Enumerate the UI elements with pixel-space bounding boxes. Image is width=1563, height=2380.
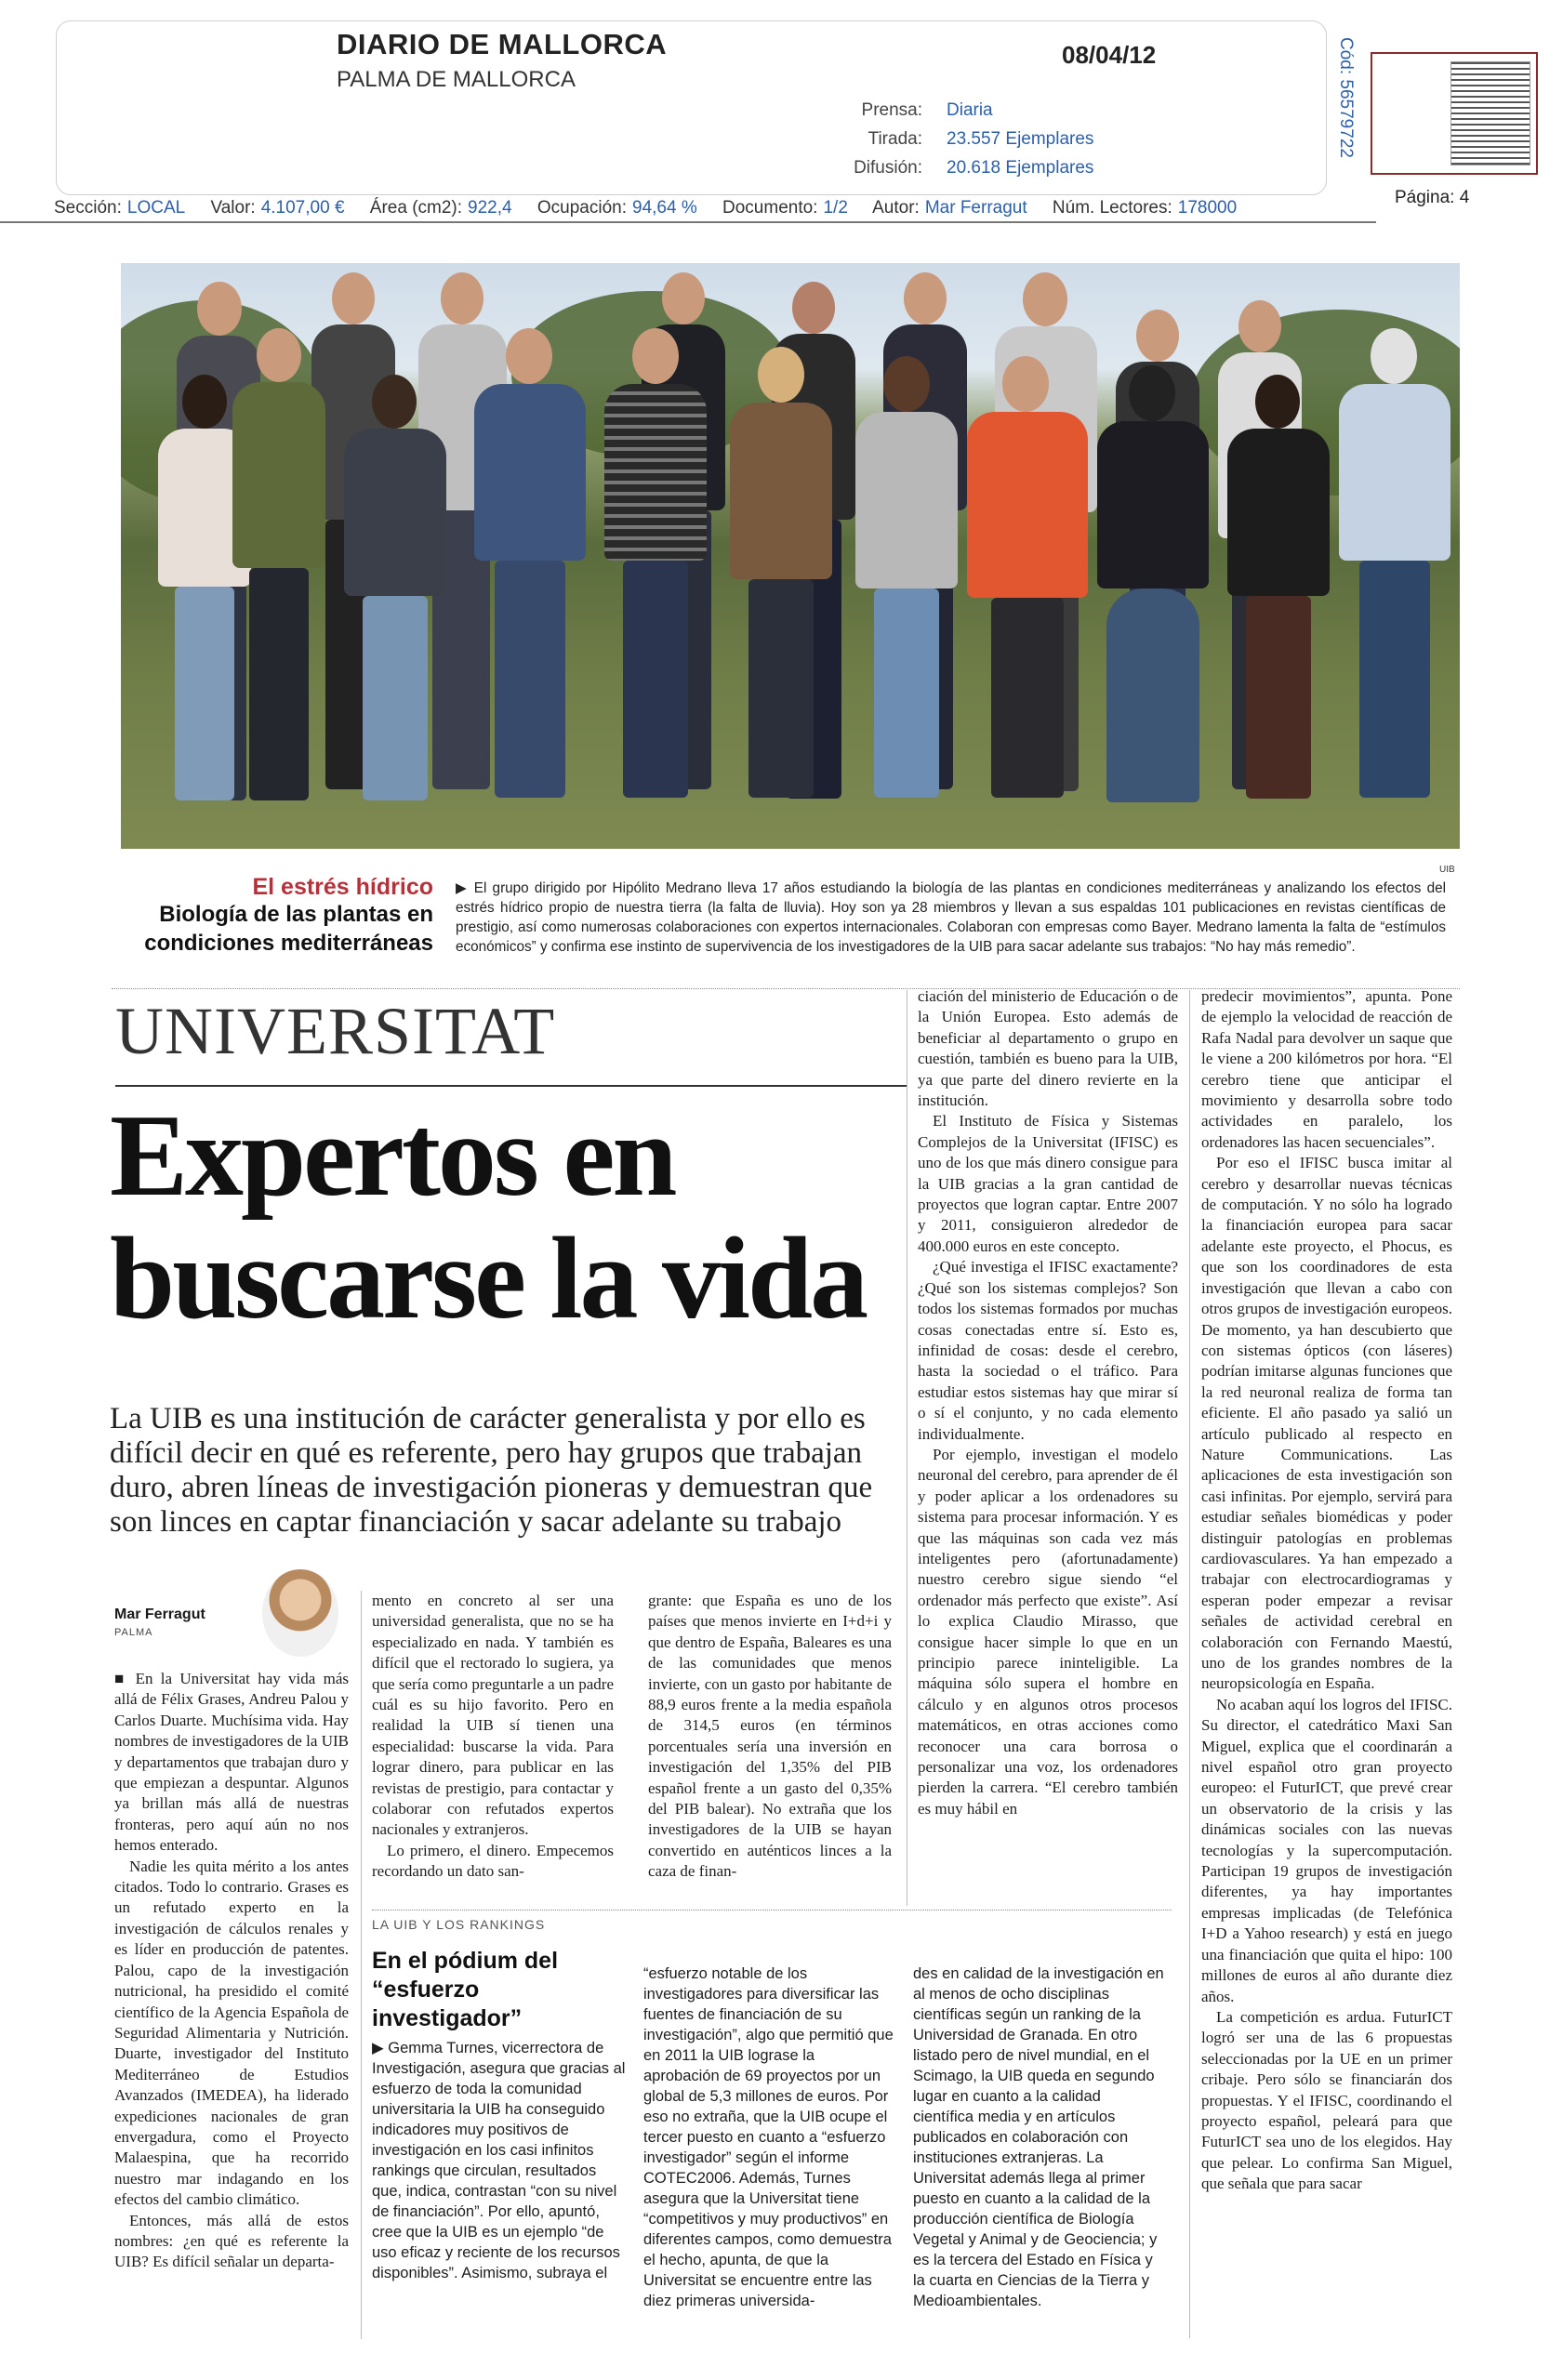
caption-text: ▶ El grupo dirigido por Hipólito Medrano lleva 17 años estudiando la biología de las plantas en condiciones mediterráneas y analizando los efectos del estrés hídrico propio de nuestra tierra (la falta de lluvia). Hoy son ya 28 miembros y llevan a sus espaldas 101 publicaciones en revistas científicas de prestigio, así como numerosas colaboraciones con expertos internacionales. Colaboran con empresas como Bayer. Medrano lamenta la falta de “estímulos económicos” y confirma ese instinto de supervivencia de los investigadores de la UIB para sacar adelante sus trabajos: “No hay más remedio”. — [456, 880, 1446, 955]
paragraph: No acaban aquí los logros del IFISC. Su director, el catedrático Maxi San Miguel, explica que el coordinarán a nivel español otro gran proyecto europeo: el FuturICT, que prevé crear un observatorio de la crisis y las dinámicas sociales con las nuevas tecnologías y la supercomputación. Participan 19 grupos de investigación diferentes, ya hay importantes empresas implicadas (de Telefónica I+D a Yahoo research) y está en juego una financiación que quita el hipo: 100 millones de euros al año durante diez años. — [1201, 1695, 1452, 2005]
page-thumbnail — [1371, 52, 1538, 175]
publication-city: PALMA DE MALLORCA — [337, 67, 576, 92]
lectores-label: Núm. Lectores: — [1052, 198, 1172, 218]
author-avatar — [262, 1569, 338, 1657]
autor-label: Autor: — [872, 198, 920, 218]
body-column-2 — [372, 1591, 614, 1883]
paragraph: mento en concreto al ser una universidad generalista, que no se ha especializado en nada. Y también es difícil que el rectorado lo sugiera, ya que sería como preguntarle a un padre cuál es su hijo favorito. Pero en realidad la UIB sí tienen una especialidad: buscarse la vida. Para lograr dinero, para publicar en las revistas de prestigio, para contactar y colaborar con refutados expertos nacionales y extranjeros. — [372, 1592, 614, 1839]
page-number: Página: 4 — [1395, 188, 1470, 207]
group-photo — [121, 263, 1460, 849]
valor-value: 4.107,00 € — [260, 198, 345, 218]
paragraph: Lo primero, el dinero. Empecemos recordando un dato san- — [372, 1841, 614, 1881]
prensa-label: Prensa: — [861, 100, 922, 120]
seccion-value: LOCAL — [126, 198, 186, 218]
paragraph: Nadie les quita mérito a los antes citados. Todo lo contrario. Grases es un refutado experto en la investigación de cálculos renales y es líder en producción de patentes. Palou, capo de la investigación nutricional, ha presidido el comité científico de la Agencia Española de Seguridad Alimentaria y Nutrición. Duarte, investigador del Instituto Mediterráneo de Estudios Avanzados (IMEDEA), ha liderado expediciones nacionales de gran envergadura, como el Proyecto Malaespina, que ha recorrido nuestro mar indagando en los efectos del cambio climático. — [114, 1857, 349, 2209]
clipping-meta-row — [54, 198, 1257, 218]
clipping-date: 08/04/12 — [1062, 41, 1157, 69]
paragraph: grante: que España es uno de los países que menos invierte en I+d+i y que dentro de España, Baleares es una de las comunidades que menos invierte, con un gasto por habitante de 88,9 euros frente a la media española de 314,5 euros (en términos porcentuales sería una inversión en investigación del 1,35% del PIB español frente a un gasto del 0,35% del PIB balear). No extraña que los investigadores de la UIB se hayan convertido en auténticos linces a la caza de finan- — [648, 1592, 892, 1881]
publication-name: DIARIO DE MALLORCA — [337, 28, 668, 60]
photo-credit: UIB — [1439, 865, 1455, 875]
body-column-5 — [1201, 986, 1452, 2195]
sidebar-column-3 — [913, 1964, 1164, 2311]
prensa-value: Diaria — [947, 100, 993, 120]
paragraph: Entonces, más allá de estos nombres: ¿en qué es referente la UIB? Es difícil señalar un departa- — [114, 2211, 349, 2271]
sidebar-title: En el pódium del “esfuerzo investigador” — [372, 1948, 559, 2031]
sidebar-column-1 — [372, 2038, 628, 2283]
autor-value: Mar Ferragut — [924, 198, 1027, 218]
sidebar-kicker: LA UIB Y LOS RANKINGS — [372, 1917, 546, 1932]
paragraph: des en calidad de la investigación en al menos de ocho disciplinas científicas según un ranking de la Universidad de Granada. En otro listado pero de nivel mundial, en el Scimago, la UIB queda en segundo lugar en cuanto a la calidad científica media y en artículos publicados en colaboración con instituciones extranjeras. La Universitat además llega al primer puesto en cuanto a la calidad de la producción científica de Biología Vegetal y Animal y de Geociencia; y es la tercera del Estado en Física y la cuarta en Ciencias de la Tierra y Medioambientales. — [913, 1965, 1164, 2309]
paragraph: ■ En la Universitat hay vida más allá de Félix Grases, Andreu Palou y Carlos Duarte. Muchísima vida. Hay nombres de investigadores de la UIB y departamentos que trabajan duro y que empiezan a despuntar. Algunos ya brillan más allá de nuestras fronteras, pero aquí aún no nos hemos enterado. — [114, 1670, 349, 1855]
column-rule — [1189, 990, 1190, 2338]
tirada-label: Tirada: — [868, 129, 922, 149]
sidebar-divider — [372, 1910, 1172, 1911]
ocupacion-label: Ocupación: — [536, 198, 627, 218]
paragraph: ¿Qué investiga el IFISC exactamente? ¿Qué son los sistemas complejos? Son todos los sistemas formados por muchas cosas conectadas entre sí. Esto es, infinidad de cosas: desde el cerebro, hasta la sociedad o el tráfico. Para estudiar estos sistemas hay que mirar sí o sí el conjunto, y no cada elemento individualmente. — [918, 1258, 1178, 1443]
valor-label: Valor: — [210, 198, 256, 218]
paragraph: ciación del ministerio de Educación o de la Unión Europea. Esto además de beneficiar al departamento o grupo en cuestión, también es bueno para la UIB, ya que parte del dinero revierte en la institución. — [918, 987, 1178, 1110]
seccion-label: Sección: — [54, 198, 122, 218]
body-column-1 — [114, 1669, 349, 2273]
section-rule — [115, 1085, 907, 1087]
paragraph: ▶ Gemma Turnes, vicerrectora de Investigación, asegura que gracias al esfuerzo de toda la comunidad universitaria la UIB ha conseguido indicadores muy positivos de investigación en los casi infinitos rankings que circulan, resultados que, indica, contrastan “con su nivel de financiación”. Por ello, apuntó, cree que la UIB es un ejemplo “de uso eficaz y reciente de los recursos disponibles”. Asimismo, subraya el — [372, 2040, 626, 2281]
body-column-3 — [648, 1591, 892, 1883]
body-column-4 — [918, 986, 1178, 1819]
area-value: 922,4 — [468, 198, 512, 218]
tirada-value: 23.557 Ejemplares — [947, 129, 1094, 149]
paragraph: “esfuerzo notable de los investigadores para diversificar las fuentes de financiación de su investigación”, algo que permitió que en 2011 la UIB lograse la aprobación de 69 proyectos por un global de 5,3 millones de euros. Por eso no extraña, que la UIB ocupe el tercer puesto en cuanto a “esfuerzo investigador” según el informe COTEC2006. Además, Turnes asegura que la Universitat tiene “competitivos y muy productivos” en diferentes campos, como demuestra el hecho, apunta, de que la Universitat se encuentre entre las diez primeras universida- — [643, 1965, 894, 2309]
clipping-code: Cód: 56579722 — [1336, 37, 1356, 158]
sidebar-column-2 — [643, 1964, 894, 2311]
article-headline: Expertos en buscarse la vida — [110, 1091, 867, 1343]
paragraph: La competición es ardua. FuturICT logró ser una de las 6 propuestas seleccionadas por la UE en un primer cribaje. Pero sólo se financiarán dos propuestas. Y el IFISC, coordinando el proyecto español, peleará para que FuturICT sea uno de los elegidos. Hay que pelear. Lo confirma San Miguel, que señala que para sacar — [1201, 2007, 1452, 2193]
caption-title: Biología de las plantas en condiciones mediterráneas — [144, 902, 433, 956]
author-name: Mar Ferragut — [114, 1606, 205, 1622]
difusion-label: Difusión: — [854, 158, 922, 178]
difusion-value: 20.618 Ejemplares — [947, 158, 1094, 178]
paragraph: Por eso el IFISC busca imitar al cerebro y desarrollar nuevas técnicas de computación. Y no sólo ha logrado la financiación europea para sacar adelante este proyecto, el Phocus, es que son los coordinadores de esta investigación que llevan a cabo con otros grupos de investigación europeos. De momento, ya han descubierto que con sistemas ópticos (con láseres) podrían imitarse algunas funciones que la red neuronal realiza de forma tan eficiente. El año pasado ya salió un artículo publicado al respecto en Nature Communications. Las aplicaciones de esta investigación son casi infinitas. Por ejemplo, servirá para estudiar señales biomédicas y poder distinguir patologías en problemas cardiovasculares. Ya han empezado a trabajar con electrocardiogramas y esperan poder empezar a revisar señales de actividad cerebral en colaboración con Fernando Maestú, uno de los grandes nombres de la neuropsicología en España. — [1201, 1154, 1452, 1693]
meta-divider — [0, 221, 1376, 223]
lectores-value: 178000 — [1177, 198, 1238, 218]
paragraph: El Instituto de Física y Sistemas Complejos de la Universitat (IFISC) es uno de los que más dinero consigue para la UIB gracias a la gran cantidad de proyectos que logran captar. Entre 2007 y 2011, consiguieron alrededor de 400.000 euros en este concepto. — [918, 1112, 1178, 1255]
caption-kicker: El estrés hídrico — [252, 874, 433, 900]
paragraph: Por ejemplo, investigan el modelo neuronal del cerebro, para aprender de él y poder aplicar a los ordenadores su sistema para procesar información. Y es que las máquinas son cada vez más inteligentes pero (afortunadamente) nuestro cerebro sigue siendo “el ordenador más perfecto que existe”. Así lo explica Claudio Mirasso, que consigue hacer simple lo que en un principio parece ininteligible. La máquina sólo supera el hombre en cálculo y en algunos otros procesos matemáticos, en otras acciones como reconocer una cara borrosa o personalizar una voz, los ordenadores pierden la carrera. “El cerebro también es muy hábil en — [918, 1445, 1178, 1818]
section-title: UNIVERSITAT — [115, 994, 556, 1068]
area-label: Área (cm2): — [369, 198, 463, 218]
column-rule — [361, 1591, 362, 2339]
documento-label: Documento: — [722, 198, 818, 218]
ocupacion-value: 94,64 % — [632, 198, 697, 218]
article-subhead: La UIB es una institución de carácter generalista y por ello es difícil decir en qué es referente, pero hay grupos que trabajan duro, abren líneas de investigación pioneras y demuestran que son linces en captar financiación y sacar adelante su trabajo — [110, 1402, 873, 1539]
author-city: PALMA — [114, 1627, 153, 1638]
paragraph: predecir movimientos”, apunta. Pone de ejemplo la velocidad de reacción de Rafa Nadal para devolver un saque que le viene a 200 kilómetros por hora. “El cerebro tiene que anticipar el movimiento y desarrolla sobre todo actividades en paralelo, los ordenadores las hacen secuenciales”. — [1201, 987, 1452, 1151]
documento-value: 1/2 — [823, 198, 848, 218]
